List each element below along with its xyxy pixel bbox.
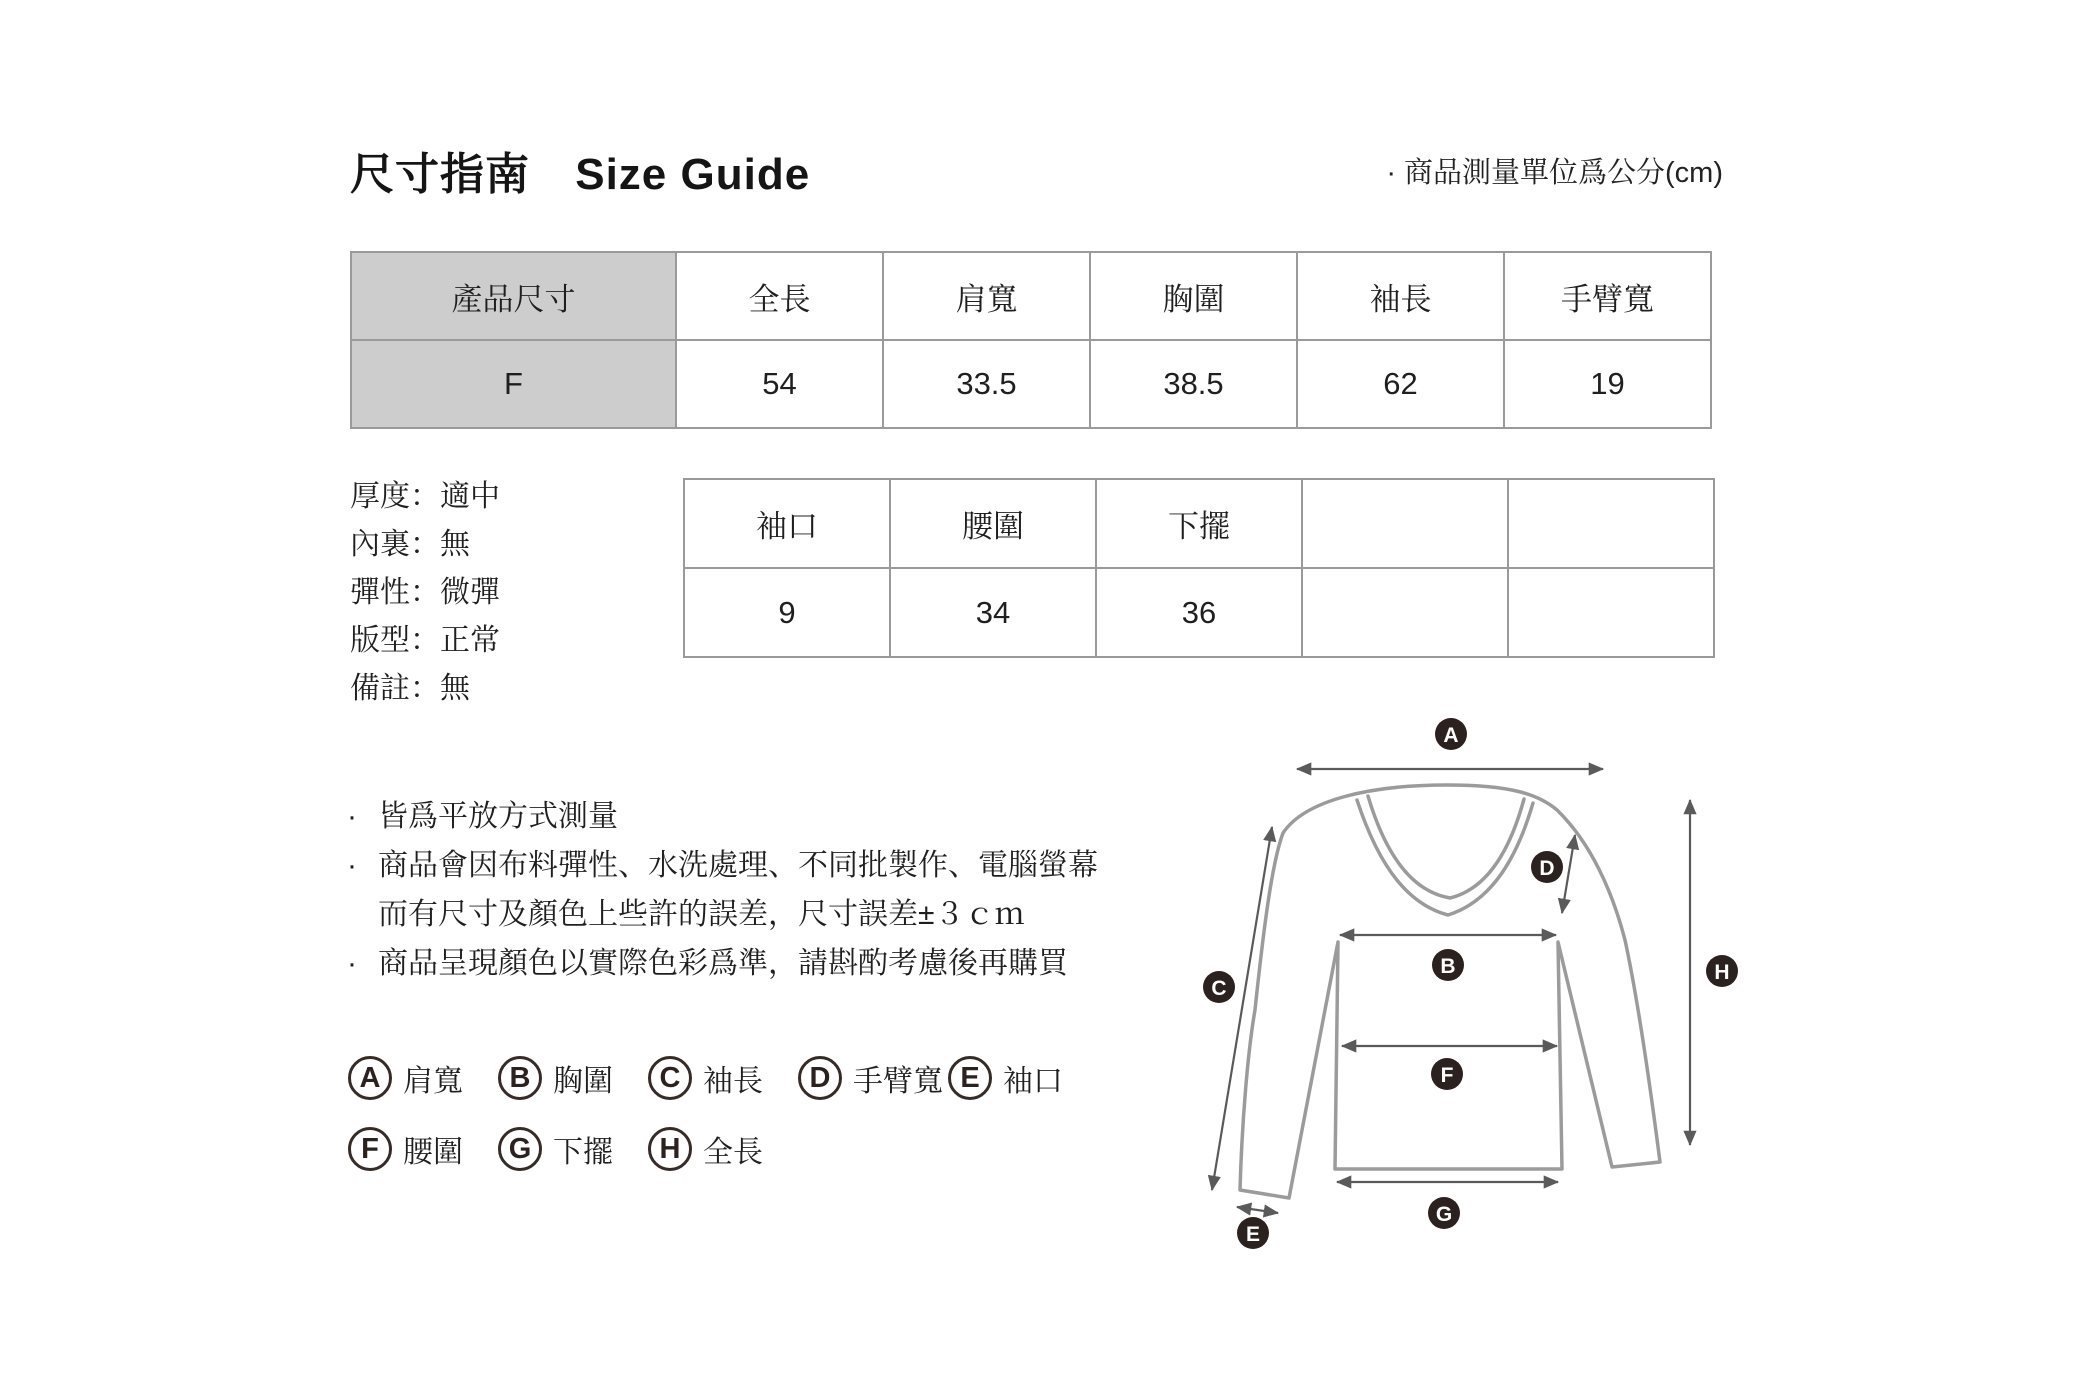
detail-table (683, 478, 1715, 658)
marker-letter: C (1211, 977, 1227, 1000)
measure-arrow-arm-width-D (1562, 835, 1575, 913)
legend-label: 全長 (703, 1136, 763, 1169)
size-table-col-header: 袖長 (1297, 252, 1504, 340)
detail-col-header: 腰圍 (890, 479, 1096, 568)
legend-letter: G (508, 1132, 532, 1165)
legend-circle (348, 1127, 392, 1171)
garment-outline (1240, 785, 1660, 1198)
measure-legend-row-1 (348, 1056, 1063, 1100)
marker-letter: G (1435, 1203, 1453, 1226)
detail-cell (1508, 568, 1714, 657)
size-cell: 33.5 (883, 340, 1090, 428)
spec-line: 彈性：微彈 (350, 576, 500, 609)
legend-letter: E (960, 1061, 980, 1094)
measurement-notes (347, 792, 1098, 988)
marker-letter: A (1443, 724, 1459, 747)
legend-item (498, 1127, 648, 1171)
garment-measure-diagram (1180, 700, 1980, 1280)
note-text: 商品呈現顏色以實際色彩爲準，請斟酌考慮後再購買 (378, 947, 1068, 980)
note-bullet: · (347, 800, 357, 833)
legend-label: 下擺 (553, 1136, 613, 1169)
legend-item (948, 1056, 1063, 1100)
legend-label: 袖長 (703, 1065, 763, 1098)
diagram-marker-D (1531, 851, 1563, 883)
marker-letter: H (1714, 961, 1730, 984)
size-table (350, 251, 1712, 429)
detail-cell: 36 (1096, 568, 1302, 657)
detail-col-header: 下擺 (1096, 479, 1302, 568)
legend-circle (948, 1056, 992, 1100)
vneck-collar-inner-line (1368, 796, 1524, 898)
page-title-en: Size Guide (575, 150, 811, 199)
legend-item (798, 1056, 948, 1100)
fabric-spec-list (350, 473, 500, 713)
legend-circle (648, 1056, 692, 1100)
detail-table-header-row (684, 479, 1714, 568)
legend-item (348, 1127, 498, 1171)
legend-circle (498, 1056, 542, 1100)
diagram-marker-A (1435, 718, 1467, 750)
spec-line: 備註：無 (350, 672, 470, 705)
legend-circle (648, 1127, 692, 1171)
diagram-marker-C (1203, 971, 1235, 1003)
legend-letter: H (659, 1132, 681, 1165)
size-cell: 54 (676, 340, 883, 428)
size-table-col-header: 胸圍 (1090, 252, 1297, 340)
diagram-marker-G (1428, 1197, 1460, 1229)
detail-col-header (1508, 479, 1714, 568)
legend-letter: C (659, 1061, 681, 1094)
measure-legend-row-2 (348, 1127, 763, 1171)
legend-label: 手臂寬 (853, 1065, 943, 1098)
size-cell: 62 (1297, 340, 1504, 428)
legend-item (648, 1056, 798, 1100)
diagram-marker-H (1706, 955, 1738, 987)
legend-letter: D (809, 1061, 831, 1094)
size-table-col-header: 全長 (676, 252, 883, 340)
size-cell: 38.5 (1090, 340, 1297, 428)
note-bullet (347, 890, 378, 939)
page-title-zh: 尺寸指南 (350, 150, 530, 199)
note-line (347, 792, 1098, 841)
unit-note: · 商品測量單位爲公分(cm) (1386, 157, 1723, 189)
note-line (347, 841, 1098, 890)
legend-item (498, 1056, 648, 1100)
diagram-marker-E (1237, 1217, 1269, 1249)
marker-letter: B (1440, 955, 1456, 978)
size-table-corner-header: 產品尺寸 (351, 252, 676, 340)
size-table-row (351, 340, 1711, 428)
note-line (347, 939, 1098, 988)
spec-line: 內裏：無 (350, 528, 470, 561)
detail-cell (1302, 568, 1508, 657)
spec-line: 厚度：適中 (350, 480, 500, 513)
size-table-header-row (351, 252, 1711, 340)
marker-letter: D (1539, 857, 1555, 880)
note-text: 皆爲平放方式測量 (378, 800, 618, 833)
legend-label: 腰圍 (403, 1136, 463, 1169)
note-text: 商品會因布料彈性、水洗處理、不同批製作、電腦螢幕 (378, 849, 1098, 882)
legend-item (648, 1127, 763, 1171)
legend-label: 肩寬 (403, 1065, 463, 1098)
legend-circle (348, 1056, 392, 1100)
diagram-marker-F (1431, 1058, 1463, 1090)
detail-table-row (684, 568, 1714, 657)
legend-label: 胸圍 (553, 1065, 613, 1098)
note-bullet: · (347, 849, 357, 882)
size-table-col-header: 手臂寬 (1504, 252, 1711, 340)
legend-letter: B (509, 1061, 531, 1094)
detail-col-header: 袖口 (684, 479, 890, 568)
note-bullet: · (347, 947, 357, 980)
marker-letter: E (1245, 1223, 1261, 1246)
legend-circle (798, 1056, 842, 1100)
legend-circle (498, 1127, 542, 1171)
size-cell: 19 (1504, 340, 1711, 428)
diagram-marker-B (1432, 949, 1464, 981)
size-table-col-header: 肩寬 (883, 252, 1090, 340)
legend-letter: F (361, 1132, 379, 1165)
size-row-label: F (351, 340, 676, 428)
detail-cell: 9 (684, 568, 890, 657)
note-line (347, 890, 1098, 939)
marker-letter: F (1440, 1064, 1454, 1087)
detail-col-header (1302, 479, 1508, 568)
legend-label: 袖口 (1003, 1065, 1063, 1098)
legend-item (348, 1056, 498, 1100)
measure-arrow-cuff-E (1237, 1207, 1278, 1213)
spec-line: 版型：正常 (350, 624, 500, 657)
page-title (350, 138, 810, 202)
legend-letter: A (359, 1061, 381, 1094)
note-text: 而有尺寸及顏色上些許的誤差，尺寸誤差±３ｃｍ (378, 898, 1025, 931)
detail-cell: 34 (890, 568, 1096, 657)
